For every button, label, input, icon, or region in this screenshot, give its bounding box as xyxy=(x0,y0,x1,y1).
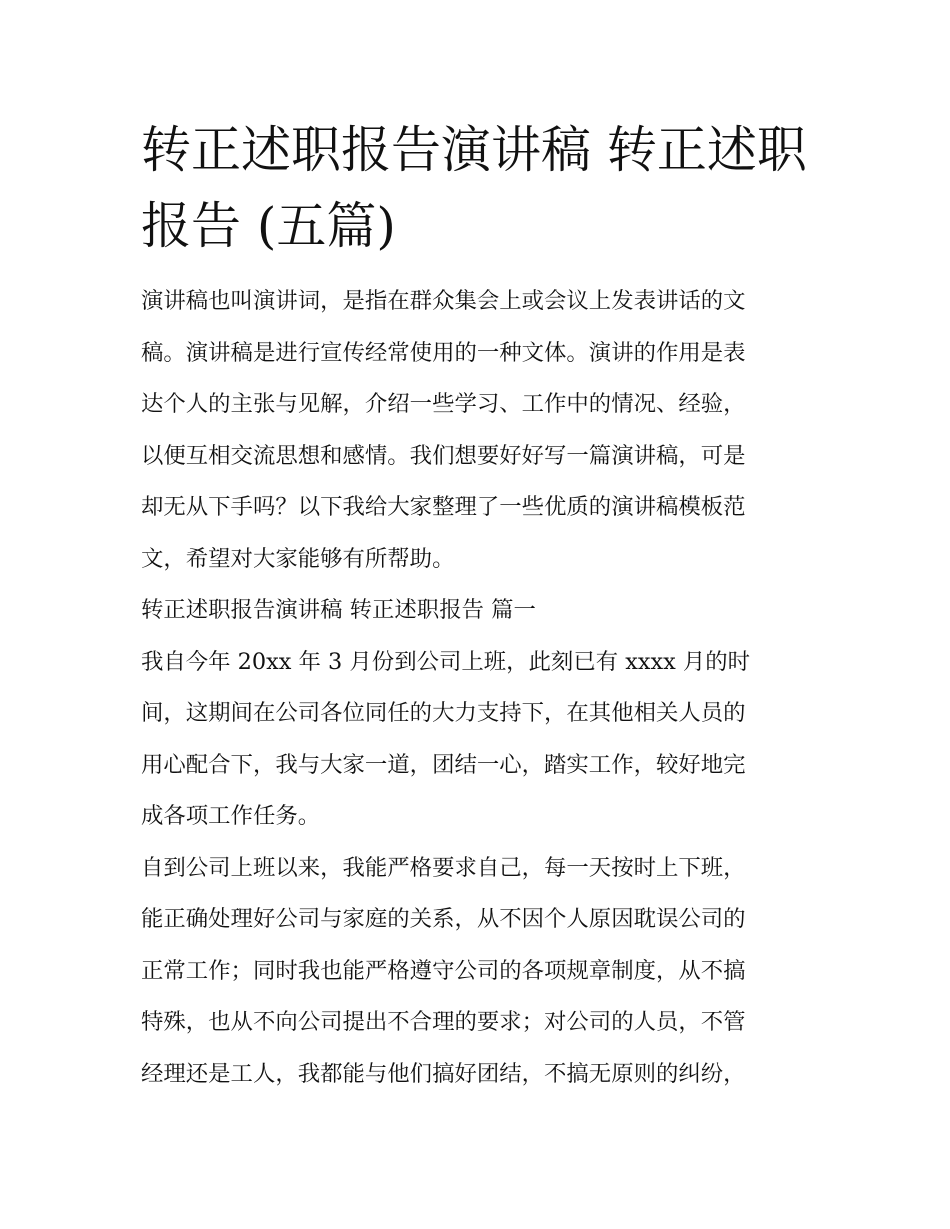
document-body xyxy=(141,112,813,1100)
text-line: 我自今年 20xx 年 3 月份到公司上班，此刻已有 xxxx 月的时 xyxy=(141,648,751,675)
text-line: 经理还是工人，我都能与他们搞好团结，不搞无原则的纠纷， xyxy=(141,1060,746,1087)
body-paragraph xyxy=(141,637,813,843)
text-line: 演讲稿也叫演讲词，是指在群众集会上或会议上发表讲话的文 xyxy=(141,288,746,314)
text-line: 用心配合下，我与大家一道，团结一心，踏实工作，较好地完 xyxy=(141,751,746,778)
section-heading: 转正述职报告演讲稿 转正述职报告 篇一 xyxy=(141,597,536,623)
body-paragraph xyxy=(141,843,813,1101)
intro-paragraph xyxy=(141,276,813,585)
title-line: 报告 (五篇) xyxy=(141,197,396,255)
text-line: 却无从下手吗？以下我给大家整理了一些优质的演讲稿模板范 xyxy=(141,494,746,520)
text-line: 自到公司上班以来，我能严格要求自己，每一天按时上下班， xyxy=(141,854,746,881)
text-line: 特殊，也从不向公司提出不合理的要求；对公司的人员，不管 xyxy=(141,1009,746,1035)
text-line: 正常工作；同时我也能严格遵守公司的各项规章制度，从不搞 xyxy=(141,957,746,984)
text-line: 成各项工作任务。 xyxy=(141,803,321,829)
text-line: 间，这期间在公司各位同任的大力支持下，在其他相关人员的 xyxy=(141,700,746,726)
text-line: 稿。演讲稿是进行宣传经常使用的一种文体。演讲的作用是表 xyxy=(141,339,746,366)
text-line: 能正确处理好公司与家庭的关系，从不因个人原因耽误公司的 xyxy=(141,906,746,932)
text-line: 以便互相交流思想和感情。我们想要好好写一篇演讲稿，可是 xyxy=(141,442,746,469)
document-title xyxy=(141,112,813,264)
text-line: 文，希望对大家能够有所帮助。 xyxy=(141,545,455,572)
title-line: 转正述职报告演讲稿 转正述职 xyxy=(141,121,807,179)
text-line: 达个人的主张与见解，介绍一些学习、工作中的情况、经验， xyxy=(141,391,746,417)
